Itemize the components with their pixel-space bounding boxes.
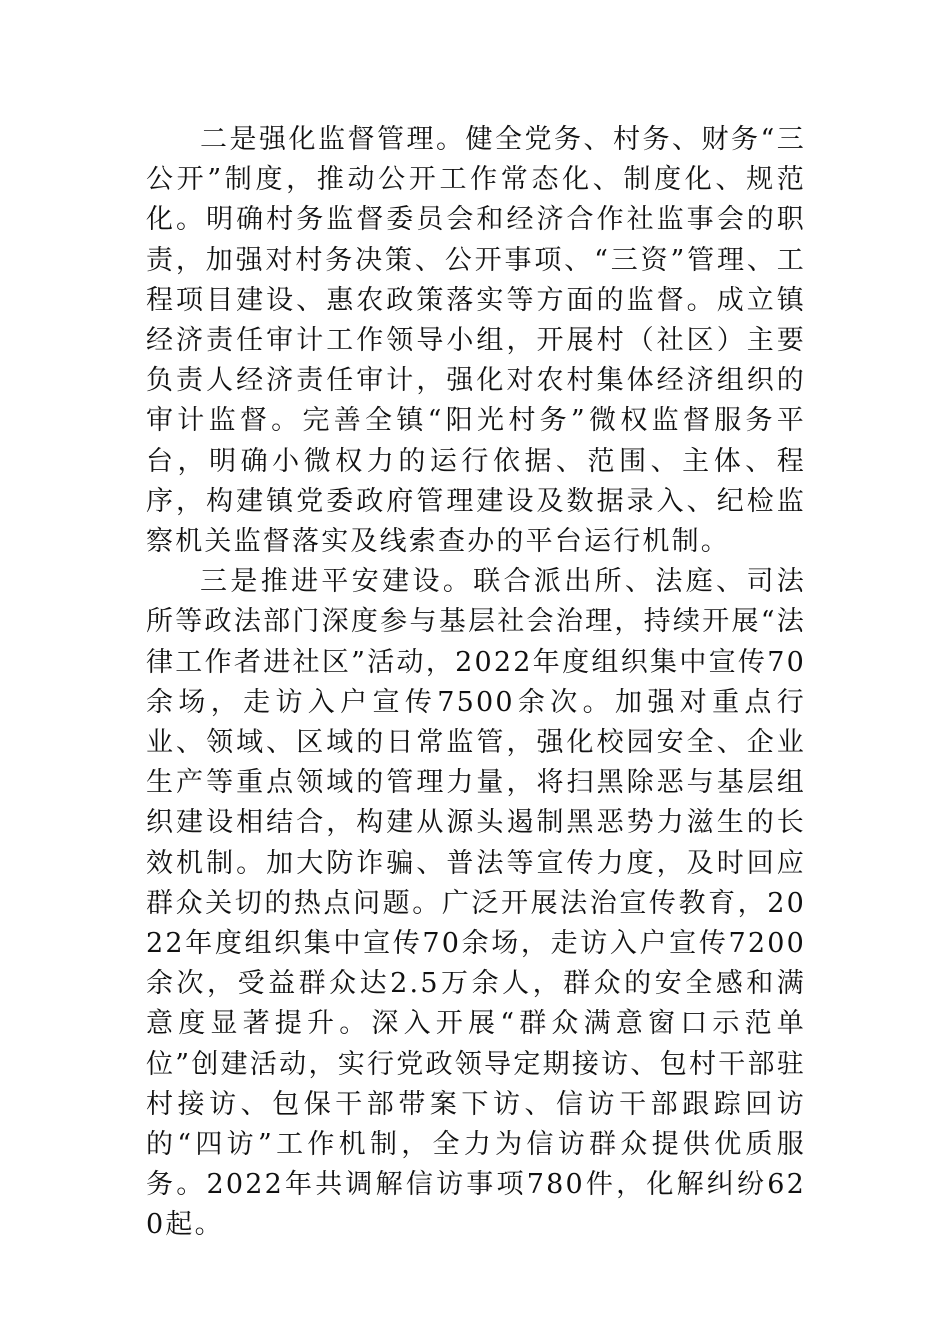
paragraph-safety-construction: 三是推进平安建设。联合派出所、法庭、司法所等政法部门深度参与基层社会治理，持续开展“法律工作者进社区”活动，2022年度组织集中宣传70余场，走访入户宣传7500余次。加强对重点行业、领域、区域的日常监管，强化校园安全、企业生产等重点领域的管理力量，将扫黑除恶与基层组织建设相结合，构建从源头遏制黑恶势力滋生的长效机制。加大防诈骗、普法等宣传力度，及时回应群众关切的热点问题。广泛开展法治宣传教育，2022年度组织集中宣传70余场，走访入户宣传7200余次，受益群众达2.5万余人，群众的安全感和满意度显著提升。深入开展“群众满意窗口示范单位”创建活动，实行党政领导定期接访、包村干部驻村接访、包保干部带案下访、信访干部跟踪回访的“四访”工作机制，全力为信访群众提供优质服务。2022年共调解信访事项780件，化解纠纷620起。 [146, 566, 806, 1241]
paragraph-supervision: 二是强化监督管理。健全党务、村务、财务“三公开”制度，推动公开工作常态化、制度化、规范化。明确村务监督委员会和经济合作社监事会的职责，加强对村务决策、公开事项、“三资”管理、工程项目建设、惠农政策落实等方面的监督。成立镇经济责任审计工作领导小组，开展村（社区）主要负责人经济责任审计，强化对农村集体经济组织的审计监督。完善全镇“阳光村务”微权监督服务平台，明确小微权力的运行依据、范围、主体、程序，构建镇党委政府管理建设及数据录入、纪检监察机关监督落实及线索查办的平台运行机制。 [146, 124, 806, 558]
document-body [146, 120, 806, 1246]
